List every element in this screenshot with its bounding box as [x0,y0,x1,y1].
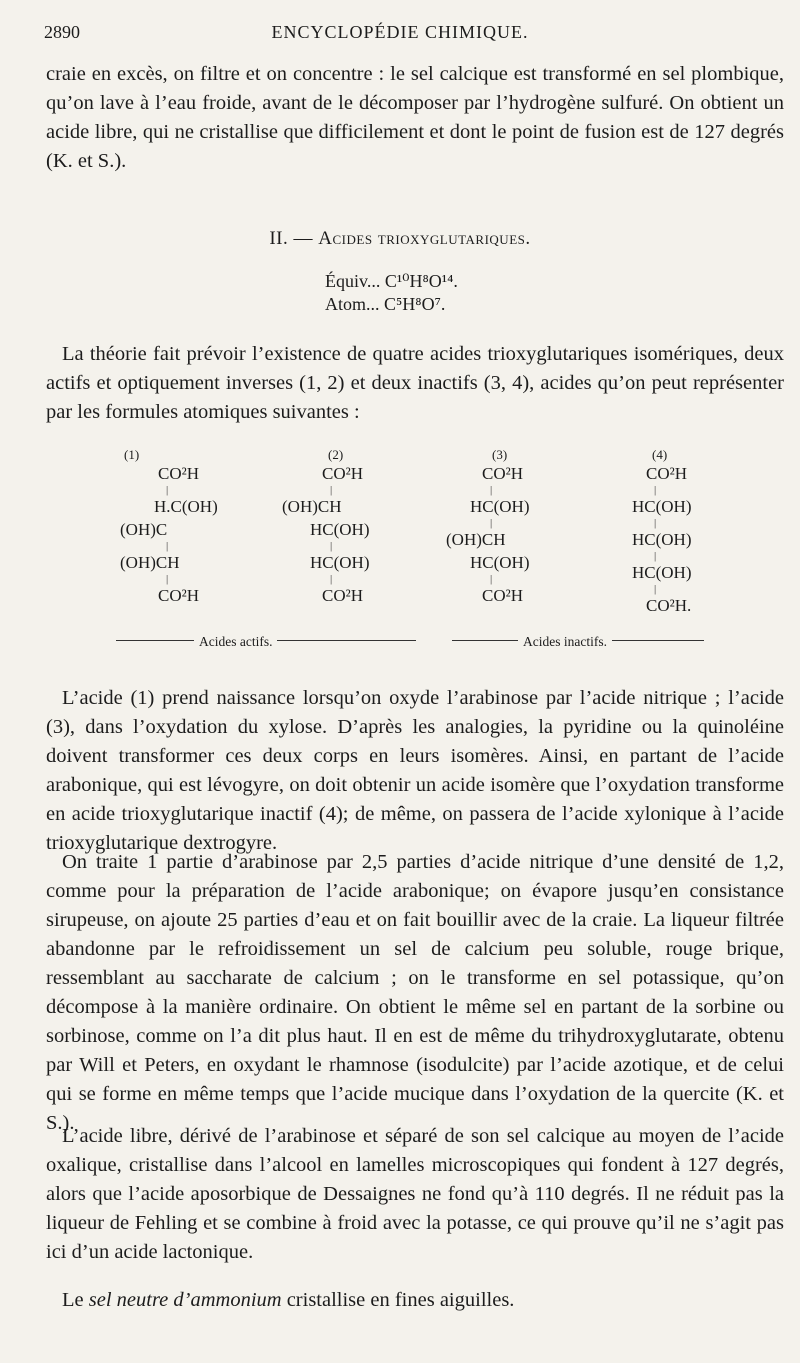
structure-line: (OH)CH [282,497,342,516]
atom-value: C⁵H⁸O⁷. [384,294,446,314]
page-number: 2890 [44,22,80,42]
structure-line: HC(OH) [632,497,692,516]
structure-line: CO²H [158,586,199,605]
structure-line: (OH)C [120,520,168,539]
structure-4: (4) CO²H | HC(OH) | HC(OH) | HC(OH) | CO²H. [614,448,744,617]
structure-2: (2) CO²H | (OH)CH HC(OH) | HC(OH) | CO²H [282,448,412,607]
paragraph-arabinose: L’acide (1) prend naissance lorsqu’on oxyde l’arabinose par l’acide nitrique ; l’acide (3), dans l’oxydation du xylose. D’après les analogies, la pyridine ou la quinoléine doivent transformer ces deux corps en leurs isomères. Ainsi, en partant de l’acide arabonique, qui est lévogyre, on doit obtenir un acide isomère que l’oxydation transforme en acide trioxyglutarique inactif (4); de même, on passera de l’acide xylonique à l’acide trioxyglutarique dextrogyre. [46,687,784,854]
structure-line: HC(OH) [310,553,370,572]
structure-line: CO²H [158,464,199,483]
structure-line: CO²H [322,586,363,605]
structure-line: HC(OH) [632,530,692,549]
structure-label: (3) [492,447,508,462]
paragraph-free-acid: L’acide libre, dérivé de l’arabinose et séparé de son sel calcique au moyen de l’acide oxalique, cristallise dans l’alcool en lamelles microscopiques qui fondent à 127 degrés, alors que l’acide aposorbique de Dessaignes ne fond qu’à 110 degrés. Il ne réduit pas la liqueur de Fehling et se combine à froid avec la potasse, ce qui prouve qu’il ne s’agit pas ici d’un acide lactonique. [46,1125,784,1263]
page-header [44,22,756,48]
ammonium-salt-term: sel neutre d’ammonium [88,1289,282,1311]
running-title: ENCYCLOPÉDIE CHIMIQUE. [271,22,529,42]
theory-paragraph: La théorie fait prévoir l’existence de quatre acides trioxyglutariques isomériques, deux actifs et optiquement inverses (1, 2) et deux inactifs (3, 4), acides qu’on peut représenter par les formules atomiques suivantes : [46,343,784,423]
structure-line: CO²H [646,464,687,483]
structure-line: HC(OH) [310,520,370,539]
section-number: II. — [269,228,314,249]
structure-1: (1) CO²H | H.C(OH) (OH)C | (OH)CH | CO²H [120,448,250,607]
structure-line: H.C(OH) [154,497,218,516]
intro-paragraph: craie en excès, on filtre et on concentre : le sel calcique est transformé en sel plombique, qu’on lave à l’eau froide, avant de le décomposer par l’hydrogène sulfuré. On obtient un acide libre, qui ne cristallise que difficilement et dont le point de fusion est de 127 degrés (K. et S.). [46,63,784,172]
structure-line: (OH)CH [120,553,180,572]
equiv-label: Équiv... [325,271,381,291]
structure-label: (1) [124,447,140,462]
paragraph-preparation: On traite 1 partie d’arabinose par 2,5 parties d’acide nitrique d’une densité de 1,2, comme pour la préparation de l’acide arabonique; on évapore jusqu’en consistance sirupeuse, on ajoute 25 parties d’eau et on fait bouillir avec de la craie. La liqueur filtrée abandonne par le refroidissement un sel de calcium peu soluble, rouge brique, ressemblant au saccharate de calcium ; on le transforme en sel potassique, qu’on décompose à la manière ordinaire. On obtient le même sel en partant de la sorbine ou sorbinose, comme on l’a dit plus haut. Il en est de même du trihydroxyglutarate, obtenu par Will et Peters, en oxydant le rhamnose (isodulcite) par l’acide azotique, et de celui qui se forme en même temps que l’acide mucique dans l’oxydation de la quercite (K. et S.). [46,851,784,1134]
structure-3: (3) CO²H | HC(OH) | (OH)CH HC(OH) | CO²H [446,448,576,607]
section-title-text: Acides trioxyglutariques. [318,228,531,249]
atom-formula [325,294,445,315]
structure-label: (2) [328,447,344,462]
structure-line: CO²H. [646,596,692,615]
atom-label: Atom... [325,294,380,314]
structure-line: HC(OH) [470,553,530,572]
structure-line: CO²H [482,586,523,605]
structure-line: HC(OH) [470,497,530,516]
structure-line: (OH)CH [446,530,506,549]
equiv-value: C¹⁰H⁸O¹⁴. [384,271,458,291]
structure-label: (4) [652,447,668,462]
paragraph-ammonium: Le sel neutre d’ammonium cristallise en fines aiguilles. [62,1289,515,1311]
equiv-formula [325,271,458,292]
inactive-acids-label: Acides inactifs. [518,634,612,650]
section-title [0,228,800,250]
structure-line: CO²H [482,464,523,483]
structure-line: HC(OH) [632,563,692,582]
structure-line: CO²H [322,464,363,483]
active-acids-label: Acides actifs. [194,634,277,650]
